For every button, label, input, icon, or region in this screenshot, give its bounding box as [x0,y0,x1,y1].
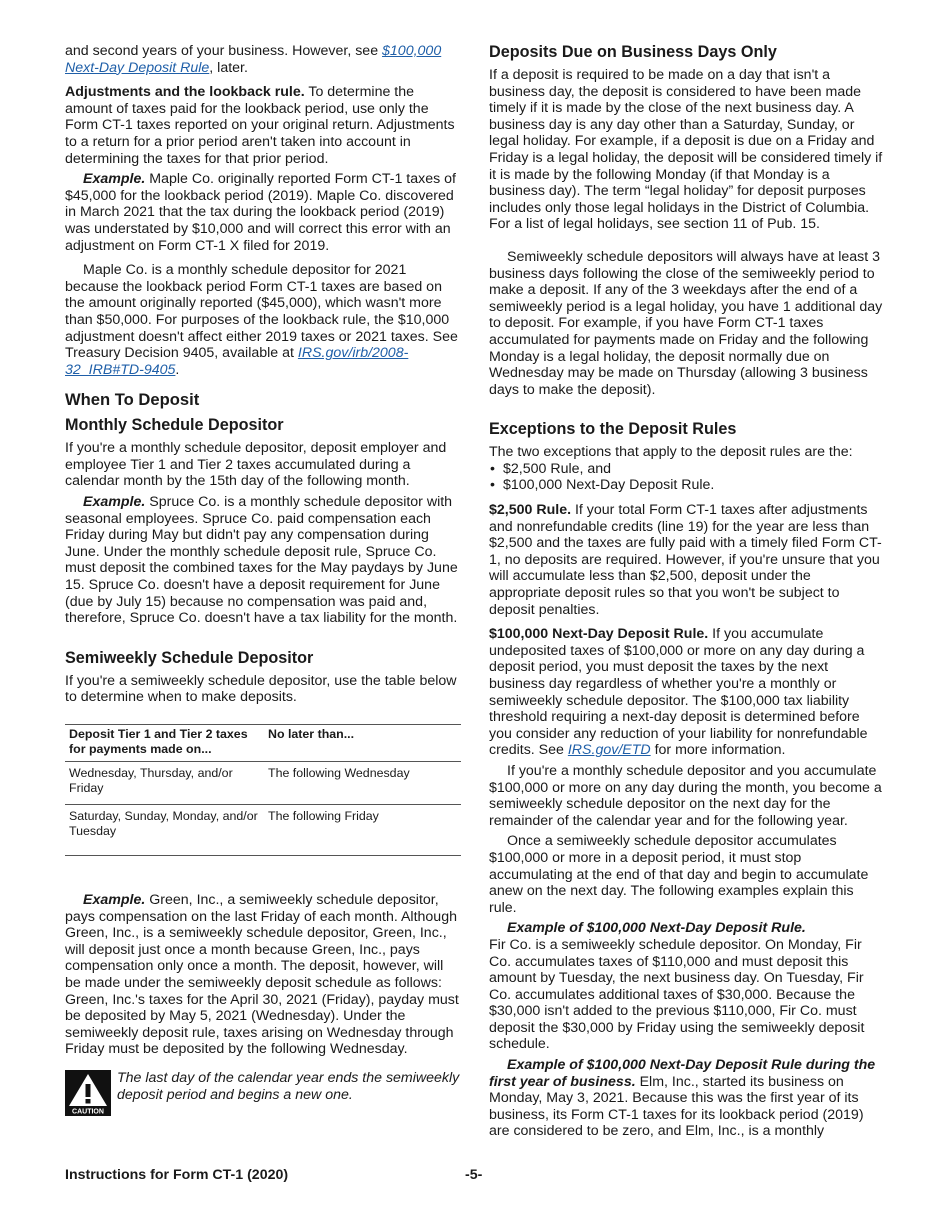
paragraph: If you're a monthly schedule depositor and you accumulate $100,000 or more on any day during the month, you become a semiweekly schedule depositor on the next day for the remainder of the calendar year and for the following year. [489,762,882,829]
irs-etd-link[interactable]: IRS.gov/ETD [567,742,651,759]
caution-label: CAUTION [72,1108,104,1116]
caution-icon [65,1070,111,1116]
paragraph: If you're a semiweekly schedule depositor, use the table below to determine when to make deposits. [65,672,457,706]
paragraph: The two exceptions that apply to the deposit rules are the: [489,444,853,461]
paragraph: Adjustments and the lookback rule. To determine the amount of taxes paid for the lookback period, use only the Form CT-1 taxes reported on your original return. Adjustments to a return for a prior period aren't taken into account in determining the taxes for that prior period. [65,84,455,167]
subheading-business-days: Deposits Due on Business Days Only [489,43,777,61]
right-column [489,43,885,1148]
list-item: • $100,000 Next-Day Deposit Rule. [489,477,885,494]
table-cell: Saturday, Sunday, Monday, and/or Tuesday [65,805,264,856]
subheading-monthly: Monthly Schedule Depositor [65,416,284,435]
list-item: • $2,500 Rule, and [489,461,885,478]
exceptions-list [489,461,885,494]
paragraph: Example of $100,000 Next-Day Deposit Rule during the first year of business. Elm, Inc., started its business on Monday, May 3, 2021. Because this was the first year of its business, its Form CT-1 taxes for its lookback period (2019) are considered to be zero, and Elm, Inc., is a monthly [489,1057,876,1140]
paragraph: Example. Green, Inc., a semiweekly schedule depositor, pays compensation on the last Friday of each month. Although Green, Inc., is a semiweekly schedule depositor, Green, Inc., will deposit just once a month because Green, Inc., pays compensation only once a month. The deposit, however, will be made under the semiweekly deposit schedule as follows: Green, Inc.'s taxes for the April 30, 2021 (Friday), payday must be deposited by May 5, 2021 (Wednesday). Under the semiweekly deposit rule, taxes arising on Wednesday through Friday must be deposited by the following Wednesday. [65,892,459,1058]
paragraph: If you're a monthly schedule depositor, deposit employer and employee Tier 1 and Tier 2 taxes accumulated during a calendar month by the 15th day of the following month. [65,440,447,490]
paragraph: Semiweekly schedule depositors will always have at least 3 business days following the close of the semiweekly period to make a deposit. If any of the 3 weekdays after the end of a semiweekly period is a legal holiday, you have 1 additional day to deposit. For example, if you have Form CT-1 taxes accumulated for payments made on Friday and the following Monday is a legal holiday, the deposit normally due on Wednesday may be made on Thursday (allowing 3 business days to make the deposit). [489,248,883,398]
table-header-cell: No later than... [264,725,461,762]
paragraph: If a deposit is required to be made on a day that isn't a business day, the deposit is considered to have been made timely if it is made by the close of the next business day. A business day is any day other than a Saturday, Sunday, or legal holiday. For example, if a deposit is due on a Friday and Friday is a legal holiday, the deposit will be considered timely if it is made by the following Monday (if that Monday is a business day). The term “legal holiday” for deposit purposes includes only those legal holidays in the District of Columbia. For a list of legal holidays, see section 11 of Pub. 15. [489,67,883,233]
table-cell: Wednesday, Thursday, and/or Friday [65,762,264,805]
caution-text: The last day of the calendar year ends the semiweekly deposit period and begins a new one. [117,1069,460,1103]
table-header-row [65,725,461,762]
paragraph: and second years of your business. However, see $100,000 Next-Day Deposit Rule, later. [65,43,442,76]
paragraph: Example of $100,000 Next-Day Deposit Rule. Fir Co. is a semiweekly schedule depositor. On Monday, Fir Co. accumulates taxes of $110,000 and must deposit this amount by Tuesday, the next business day. On Tuesday, Fir Co. accumulates additional taxes of $30,000. Because the $30,000 isn't added to the previous $110,000, Fir Co. must deposit the $30,000 by Friday using the semiweekly deposit schedule. [489,920,865,1053]
next-day-deposit-rule-link[interactable]: $100,000 Next-Day Deposit Rule [65,43,442,76]
subheading-exceptions: Exceptions to the Deposit Rules [489,420,737,439]
left-column [65,43,461,1116]
table-cell: The following Wednesday [264,762,461,805]
paragraph: $2,500 Rule. If your total Form CT-1 taxes after adjustments and nonrefundable credits (line 19) for the year are less than $2,500 and the taxes are fully paid with a timely filed Form CT-1, no deposits are required. However, if you're unsure that you will accumulate less than $2,500, deposit under the appropriate deposit rules so that you won't be subject to deposit penalties. [489,502,882,618]
paragraph: Example. Spruce Co. is a monthly schedule depositor with seasonal employees. Spruce Co. paid compensation each Friday during May but didn't pay any compensation during June. Under the monthly schedule deposit rule, Spruce Co. must deposit the combined taxes for the May paydays by June 15. Spruce Co. doesn't have a deposit requirement for June (due by July 15) because no compensation was paid and, therefore, Spruce Co. doesn't have a tax liability for the month. [65,494,458,627]
page-number: -5- [465,1167,483,1183]
table-row [65,762,461,805]
paragraph: Maple Co. is a monthly schedule depositor for 2021 because the lookback period Form CT-1 taxes are based on the amount originally reported ($45,000), which wasn't more than $50,000. For purposes of the lookback rule, the $10,000 adjustment doesn't affect either 2019 taxes or 2021 taxes. See Treasury Decision 9405, available at IRS.gov/irb/2008-32_IRB#TD-9405. [65,262,458,378]
irs-irb-link[interactable]: IRS.gov/irb/2008-32_IRB#TD-9405 [65,345,409,378]
caution-note [65,1070,461,1116]
paragraph: $100,000 Next-Day Deposit Rule. If you accumulate undeposited taxes of $100,000 or more on any day during a deposit period, you must deposit the taxes by the next business day regardless of whether you're a monthly or semiweekly schedule depositor. The $100,000 tax liability threshold requiring a next-day deposit is determined before you consider any reduction of your liability for nonrefundable credits. See IRS.gov/ETD for more information. [489,626,868,759]
table-row [65,805,461,856]
paragraph: Example. Maple Co. originally reported Form CT-1 taxes of $45,000 for the lookback period (2019). Maple Co. discovered in March 2021 that the tax during the lookback period (2019) was understated by $10,000 and will correct this error with an adjustment on Form CT-1 X filed for 2019. [65,171,456,254]
footer-title: Instructions for Form CT-1 (2020) [65,1167,289,1183]
paragraph: Once a semiweekly schedule depositor accumulates $100,000 or more in a deposit period, it must stop accumulating at the end of that day and begin to accumulate anew on the next day. The following examples explain this rule. [489,833,869,916]
table-cell: The following Friday [264,805,461,856]
semiweekly-deposit-table [65,724,461,856]
subheading-semiweekly: Semiweekly Schedule Depositor [65,648,314,667]
table-header-cell: Deposit Tier 1 and Tier 2 taxes for payments made on... [65,725,264,762]
section-heading-when-to-deposit: When To Deposit [65,390,200,410]
